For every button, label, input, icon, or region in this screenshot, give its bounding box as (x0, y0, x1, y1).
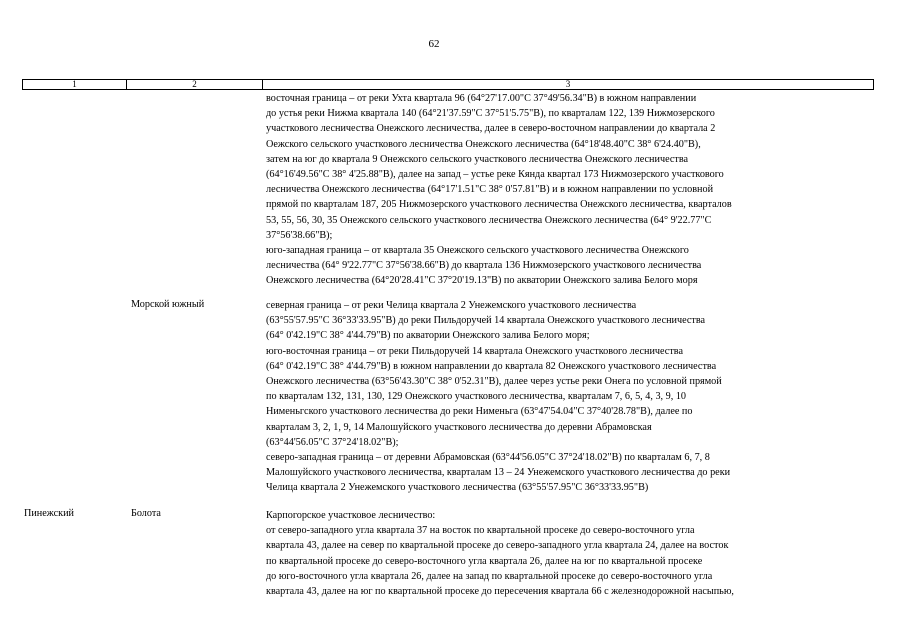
description-line: кварталам 3, 2, 1, 9, 14 Малошуйского участкового лесничества до деревни Абрамовская (266, 421, 652, 433)
description-line: до устья реки Нижма квартала 140 (64°21'37.59"С 37°51'5.75"В), по кварталам 122, 139 Нижмозерского (266, 108, 715, 120)
description-line: (63°55'57.95"С 36°33'33.95"В) до реки Пильдоручей 14 квартала Онежского участкового лесничества (266, 315, 706, 327)
description-line: прямой по кварталам 187, 205 Нижмозерского участкового лесничества Онежского лесничества, кварталов (266, 199, 732, 211)
description-line: Онежского лесничества (64°20'28.41"С 37°20'19.13"В) по акватории Онежского залива Белого моря (266, 275, 698, 287)
description-line: восточная граница – от реки Ухта квартала 96 (64°27'17.00"С 37°49'56.34"В) в южном направлении (266, 93, 697, 104)
description-line: 53, 55, 56, 30, 35 Онежского сельского участкового лесничества Онежского лесничества (64° 9'22.77"С (266, 214, 712, 226)
zone-cell: Морской южный (131, 299, 205, 310)
header-col-2: 2 (127, 80, 263, 89)
description-line: Онежского лесничества (63°56'43.30"С 38° 0'52.31"В), далее через устье реки Онега по условной прямой (266, 375, 722, 387)
description-line: лесничества Онежского лесничества (64°17'1.51"С 38° 0'57.81"В) и в южном направлении по условной (266, 184, 714, 196)
description-line: по квартальной просеке до северо-восточного угла квартала 26, далее на юг по квартальной просеке (266, 555, 703, 567)
header-col-3: 3 (565, 79, 571, 89)
description-line: северная граница – от реки Челица квартала 2 Унежемского участкового лесничества (266, 300, 637, 311)
description-line: участкового лесничества Онежского лесничества, далее в северо-восточном направлении до квартала 2 (266, 123, 716, 135)
description-line: (64° 0'42.19"С 38° 4'44.79"В) в южном направлении до квартала 82 Онежского участкового лесничества (266, 360, 717, 372)
description-line: квартала 43, далее на север по квартальной просеке до северо-западного угла квартала 24, далее на восток (266, 540, 729, 552)
description-line: Карпогорское участковое лесничество: (266, 510, 436, 521)
table-header-row (22, 79, 874, 90)
header-col-1: 1 (23, 80, 127, 89)
boundary-description (266, 508, 886, 599)
description-line: (64°16'49.56"С 38° 4'25.88"В), далее на запад – устье реке Кянда квартал 173 Нижмозерского участкового (266, 168, 724, 180)
description-line: до юго-восточного угла квартала 26, далее на запад по квартальной просеке до северо-восточного угла (266, 570, 713, 582)
district-cell: Пинежский (24, 508, 75, 519)
description-line: (64° 0'42.19"С 38° 4'44.79"В) по акватории Онежского залива Белого моря; (266, 330, 590, 342)
description-line: юго-восточная граница – от реки Пильдоручей 14 квартала Онежского участкового лесничества (266, 345, 683, 357)
description-line: 37°56'38.66"В); (266, 229, 333, 241)
description-line: Челица квартала 2 Унежемского участкового лесничества (63°55'57.95"С 36°33'33.95"В) (266, 482, 649, 494)
description-line: Нименьгского участкового лесничества до реки Нименьга (63°47'54.04"С 37°40'28.78"В), далее по (266, 406, 693, 418)
description-line: юго-западная граница – от квартала 35 Онежского сельского участкового лесничества Онежского (266, 244, 689, 256)
description-line: квартала 43, далее на юг по квартальной просеке до пересечения квартала 66 с железнодорожной насыпью, (266, 585, 734, 597)
description-line: Малошуйского участкового лесничества, кварталам 13 – 24 Унежемского участкового лесничества до реки (266, 467, 731, 479)
description-line: лесничества (64° 9'22.77"С 37°56'38.66"В) до квартала 136 Нижмозерского участкового лесничества (266, 260, 702, 272)
description-line: (63°44'56.05"С 37°24'18.02"В); (266, 436, 399, 448)
boundary-description (266, 91, 886, 288)
description-line: Оежского сельского участкового лесничества Онежского лесничества (64°18'48.40"С 38° 6'24.40"В), (266, 138, 701, 150)
description-line: по кварталам 132, 131, 130, 129 Онежского участкового лесничества, кварталам 7, 6, 5, 4, 3, 9, 10 (266, 391, 687, 403)
description-line: северо-западная граница – от деревни Абрамовская (63°44'56.05"С 37°24'18.02"В) по кварталам 6, 7, 8 (266, 451, 710, 463)
description-line: от северо-западного угла квартала 37 на восток по квартальной просеке до северо-восточного угла (266, 525, 695, 537)
description-line: затем на юг до квартала 9 Онежского сельского участкового лесничества Онежского лесничества (266, 153, 689, 165)
zone-cell: Болота (131, 508, 161, 519)
boundary-description (266, 298, 886, 495)
page-number: 62 (428, 38, 440, 50)
